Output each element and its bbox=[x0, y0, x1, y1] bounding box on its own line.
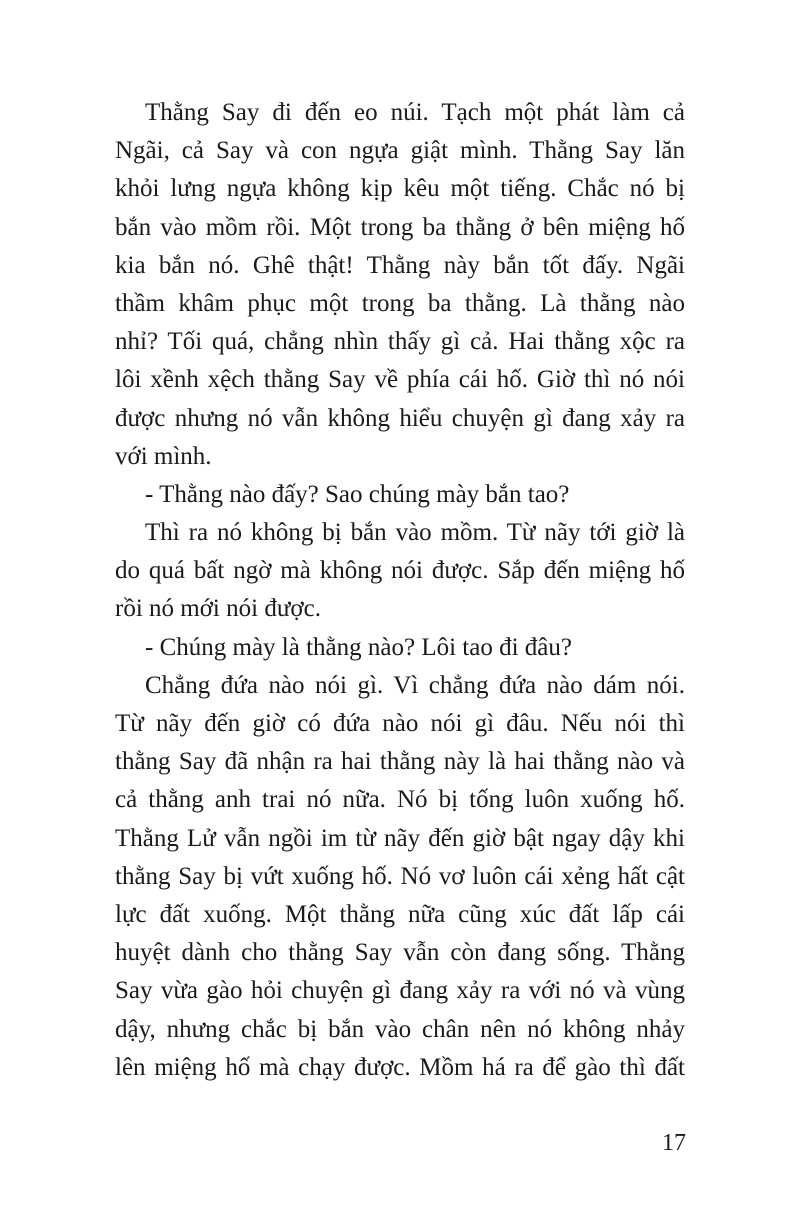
page-number: 17 bbox=[662, 1130, 686, 1156]
text-line: bắn vào mồm rồi. Một trong ba thằng ở bên miệng hố bbox=[115, 213, 685, 241]
text-line: nhỉ? Tối quá, chẳng nhìn thấy gì cả. Hai thằng xộc ra bbox=[115, 328, 685, 356]
text-line: Say vừa gào hỏi chuyện gì đang xảy ra với nó và vùng bbox=[115, 977, 685, 1005]
text-line: huyệt dành cho thằng Say vẫn còn đang sống. Thằng bbox=[115, 939, 685, 967]
text-line: rồi nó mới nói được. bbox=[115, 595, 321, 623]
text-line: lực đất xuống. Một thằng nữa cũng xúc đất lấp cái bbox=[115, 900, 685, 928]
text-line: do quá bất ngờ mà không nói được. Sắp đến miệng hố bbox=[115, 557, 685, 585]
text-line: dậy, nhưng chắc bị bắn vào chân nên nó không nhảy bbox=[115, 1015, 685, 1043]
dialogue-line: - Thằng nào đấy? Sao chúng mày bắn tao? bbox=[145, 480, 570, 508]
text-line: với mình. bbox=[115, 442, 212, 470]
text-line: kia bắn nó. Ghê thật! Thằng này bắn tốt đấy. Ngãi bbox=[115, 251, 685, 279]
dialogue-line: - Chúng mày là thằng nào? Lôi tao đi đâu? bbox=[145, 633, 572, 661]
text-line: Từ nãy đến giờ có đứa nào nói gì đâu. Nếu nói thì bbox=[115, 710, 685, 737]
text-line: khỏi lưng ngựa không kịp kêu một tiếng. Chắc nó bị bbox=[115, 175, 685, 203]
text-line: lôi xềnh xệch thằng Say về phía cái hố. Giờ thì nó nói bbox=[115, 366, 685, 394]
text-line: lên miệng hố mà chạy được. Mồm há ra để gào thì đất bbox=[115, 1053, 685, 1081]
text-line: Thằng Say đi đến eo núi. Tạch một phát làm cả bbox=[145, 99, 685, 126]
text-line: cả thằng anh trai nó nữa. Nó bị tống luôn xuống hố. bbox=[115, 786, 685, 814]
text-line: được nhưng nó vẫn không hiểu chuyện gì đang xảy ra bbox=[115, 404, 685, 432]
text-line: thằng Say bị vứt xuống hố. Nó vơ luôn cái xẻng hất cật bbox=[115, 862, 685, 890]
text-line: thầm khâm phục một trong ba thằng. Là thằng nào bbox=[115, 289, 685, 317]
text-line: thằng Say đã nhận ra hai thằng này là hai thằng nào và bbox=[115, 748, 685, 776]
text-line: Thì ra nó không bị bắn vào mồm. Từ nãy tới giờ là bbox=[145, 519, 685, 547]
text-line: Ngãi, cả Say và con ngựa giật mình. Thằng Say lăn bbox=[115, 137, 685, 165]
body-text bbox=[115, 94, 685, 1087]
text-line: Chẳng đứa nào nói gì. Vì chẳng đứa nào dám nói. bbox=[145, 671, 685, 699]
text-line: Thằng Lử vẫn ngồi im từ nãy đến giờ bật ngay dậy khi bbox=[115, 824, 685, 852]
